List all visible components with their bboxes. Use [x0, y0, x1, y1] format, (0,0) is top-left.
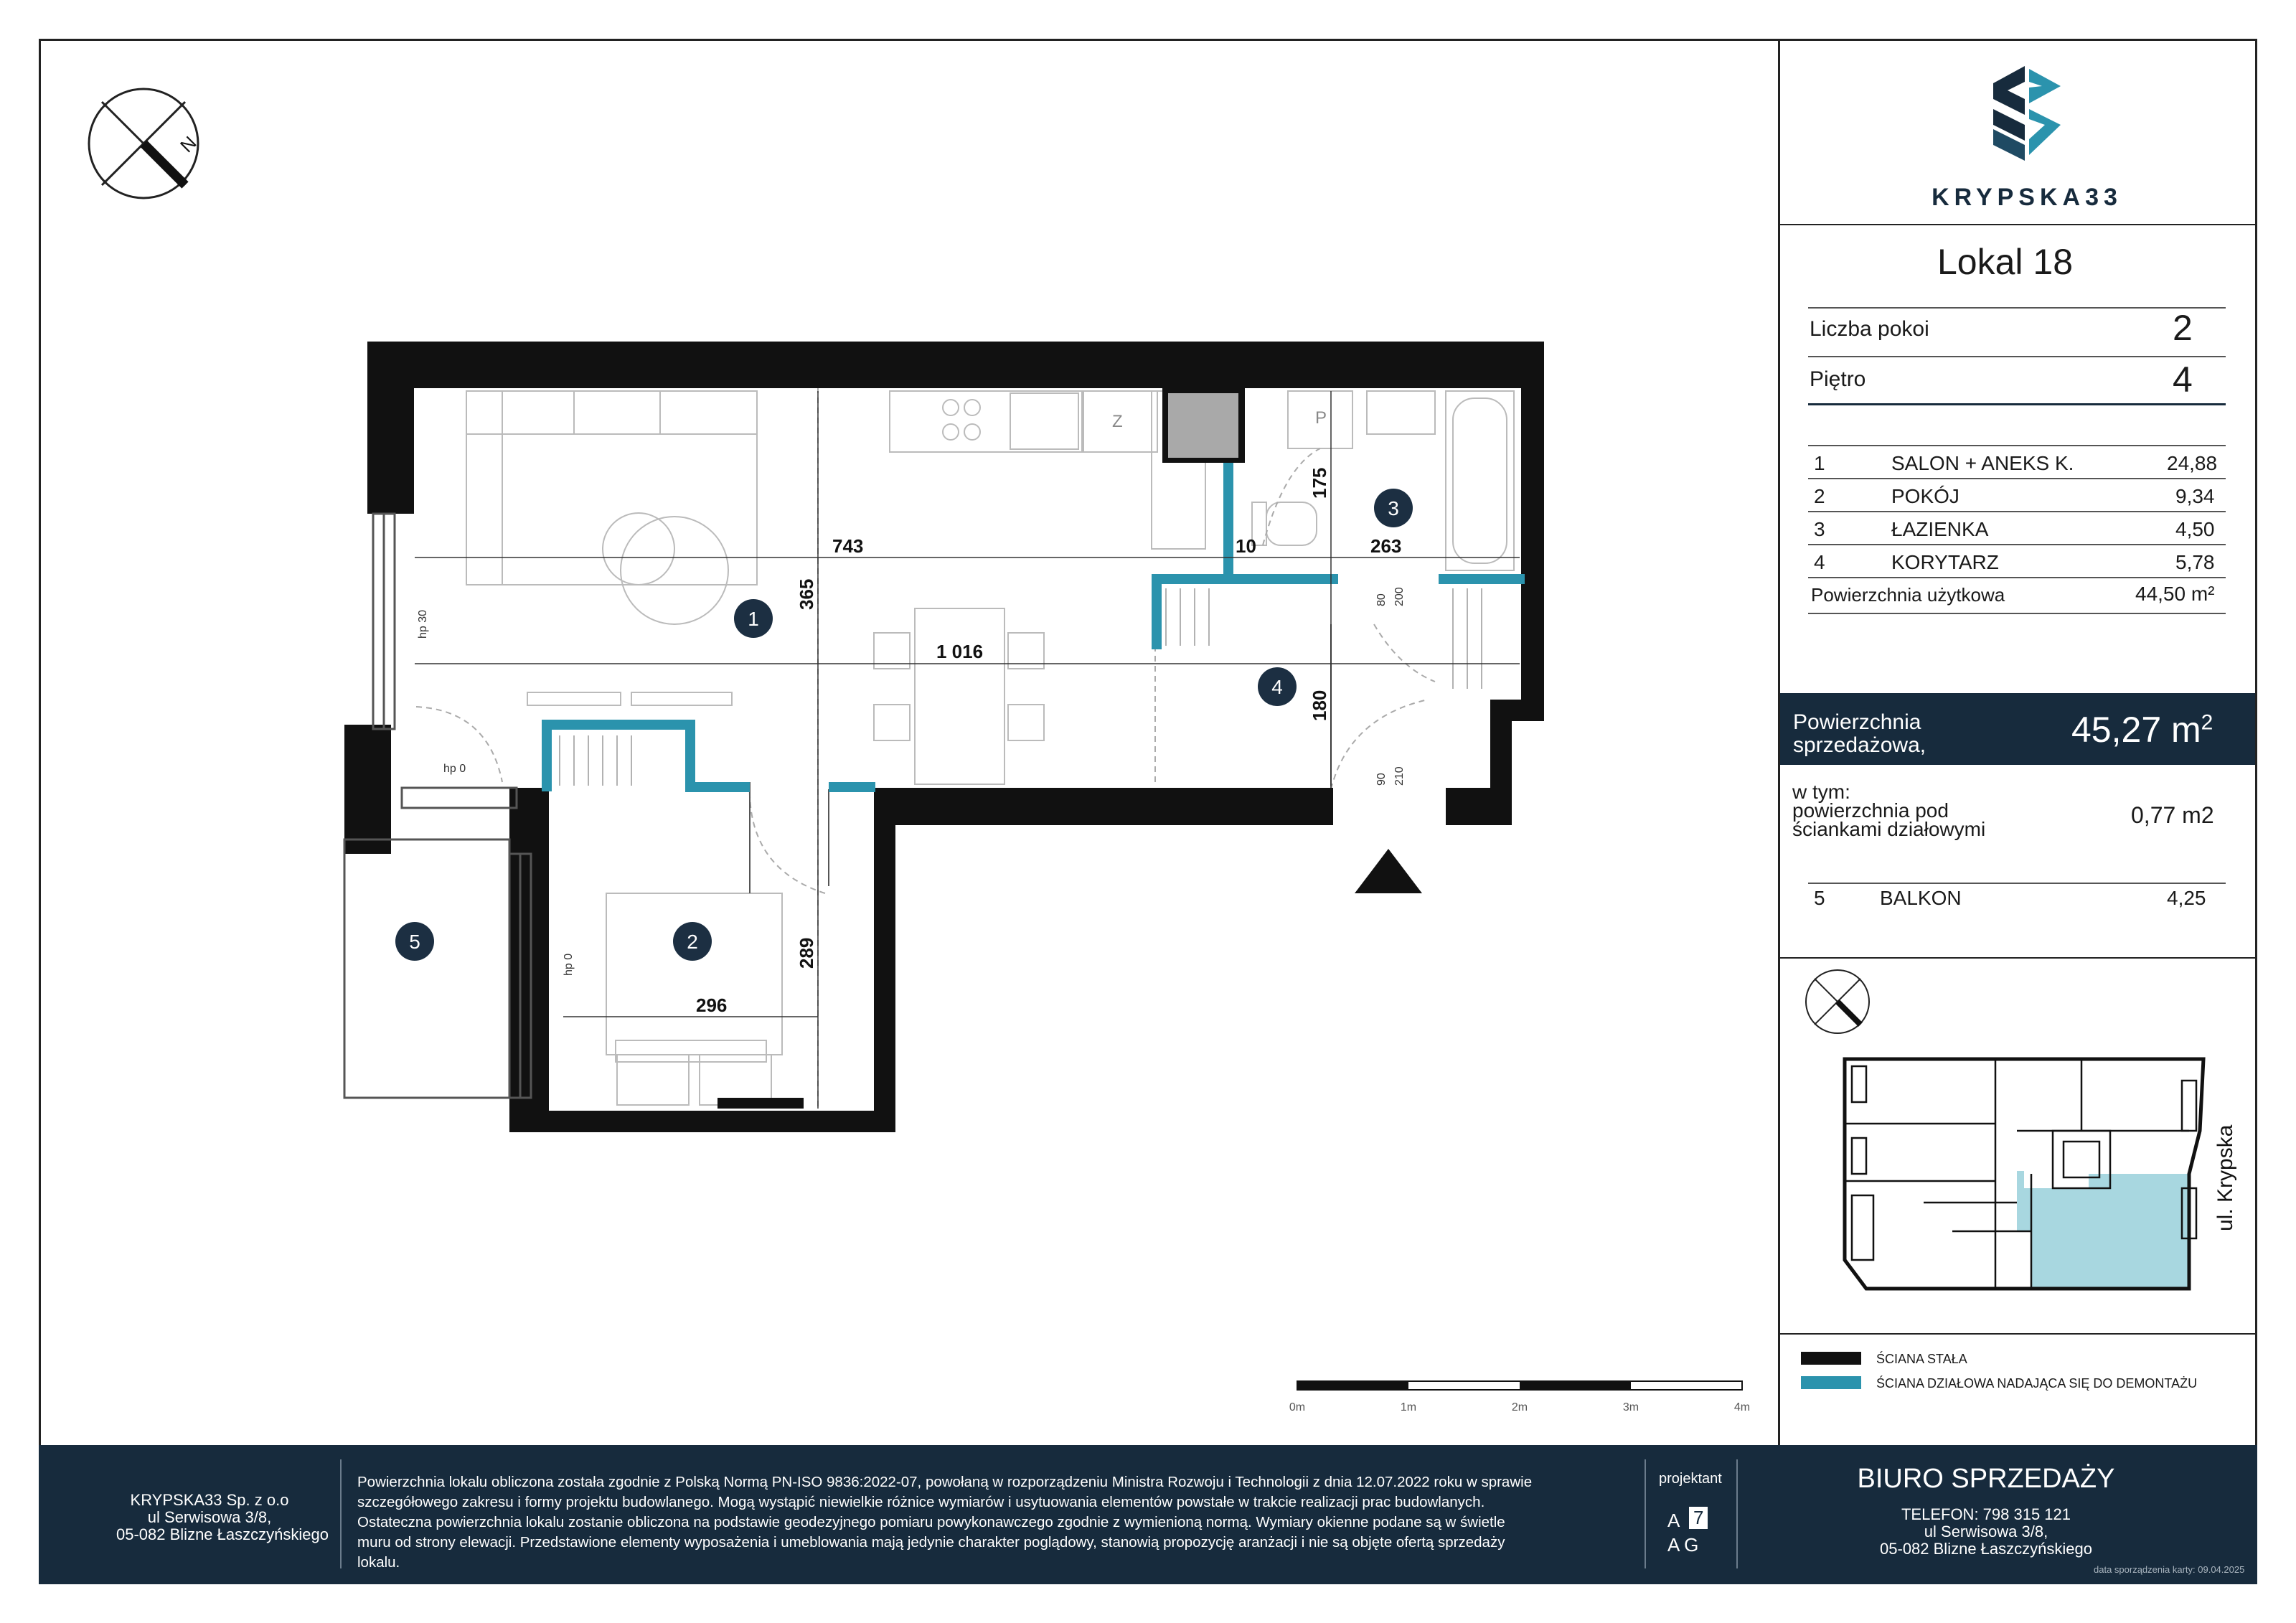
legend-label: ŚCIANA STAŁA: [1876, 1352, 1967, 1366]
designer-label: projektant: [1659, 1471, 1722, 1487]
svg-text:5: 5: [409, 931, 420, 953]
usable-area-value: 44,50 m²: [2135, 583, 2215, 605]
svg-text:N: N: [176, 131, 201, 157]
svg-text:4: 4: [1271, 676, 1283, 698]
footer: KRYPSKA33 Sp. z o.o ul Serwisowa 3/8, 05-082 Blizne Łaszczyńskiego Powierzchnia lokalu obliczona została zgodnie z Polską Normą PN-ISO 9836:2022-07, powołaną w rozporządzeniu Ministra Rozwoju i Technologii z dnia 12.07.2022 roku w sprawie szczegółowego zakresu i formy projektu budowlanego. Mogą wystąpić niewielkie różnice wymiarów i usytuowania elementów powstałe w trakcie realizacji prac budowlanych. Ostateczna powierzchnia lokalu zostanie obliczona na podstawie geodezyjnego pomiaru powykonawczego zgodnie z wymienioną normą. Wymiary okienne podane są w świetle muru od strony elewacji. Przedstawione elementy wyposażenia i umeblowania mają jedynie charakter poglądowy, stanowią propozycję aranżacji i nie są objęte ofertą sprzedaży lokalu. projektant A 7 A G BIURO SPRZEDAŻY TELEFON: 798 315 121 ul Serwisowa 3/8, 05-082 Blizne Łaszczyńskiego: [39, 1445, 2257, 1584]
svg-text:210: 210: [1393, 766, 1406, 786]
dim-175: 175: [1309, 467, 1330, 499]
dim-296: 296: [696, 994, 728, 1016]
summary-label-floor: Piętro: [1810, 367, 1866, 391]
dim-263: 263: [1370, 535, 1402, 557]
sales-phone[interactable]: TELEFON: 798 315 121: [1901, 1505, 2071, 1523]
svg-text:1: 1: [748, 608, 759, 630]
room-area: 24,88: [2167, 452, 2218, 474]
partition-area-value: 0,77 m2: [2131, 802, 2214, 828]
north-compass-icon: [89, 89, 201, 198]
legend-swatch-partition: [1801, 1376, 1861, 1389]
scale-tick-2: 2m: [1511, 1401, 1528, 1413]
card-date: data sporządzenia karty: 09.04.2025: [2094, 1564, 2245, 1575]
sales-area-value: 45,27 $m^2$: [2071, 710, 2213, 750]
dim-365: 365: [796, 578, 817, 610]
brand-name: KRYPSKA33: [1932, 184, 2122, 211]
legend-swatch-structural: [1801, 1352, 1861, 1365]
scale-tick-1: 1m: [1400, 1401, 1417, 1413]
svg-text:hp 30: hp 30: [417, 609, 429, 639]
scale-bar: [1297, 1381, 1742, 1390]
scale-tick-0: 0m: [1289, 1401, 1306, 1413]
summary-value-floor: 4: [2173, 359, 2193, 400]
svg-text:Z: Z: [1112, 412, 1123, 431]
dim-289: 289: [796, 937, 817, 969]
room-area: 4,50: [2175, 518, 2215, 540]
room-area: 9,34: [2175, 485, 2215, 507]
sales-area-box: Powierzchnia sprzedażowa, 45,27 $m^2$: [1780, 693, 2255, 765]
key-plan: [1780, 959, 2255, 1317]
svg-text:90: 90: [1375, 773, 1388, 786]
room-name: SALON + ANEKS K.: [1891, 452, 2074, 474]
scale-tick-3: 3m: [1622, 1401, 1639, 1413]
svg-text:hp 0: hp 0: [563, 953, 575, 976]
summary-value-rooms: 2: [2173, 308, 2193, 348]
room-area: 5,78: [2175, 551, 2215, 573]
svg-text:3: 3: [1388, 497, 1399, 519]
dim-10: 10: [1236, 535, 1256, 557]
dim-1016: 1 016: [936, 641, 984, 662]
svg-text:200: 200: [1393, 587, 1406, 606]
brand-logo-icon: [1987, 53, 2066, 161]
entrance-arrow-icon: [1355, 849, 1422, 893]
sales-office-title: BIURO SPRZEDAŻY: [1857, 1464, 2115, 1494]
room-name: POKÓJ: [1891, 485, 1959, 507]
unit-title: Lokal 18: [1937, 242, 2074, 282]
svg-text:hp 0: hp 0: [443, 763, 466, 775]
svg-text:2: 2: [687, 931, 698, 953]
dim-180: 180: [1309, 690, 1330, 721]
key-plan-compass-icon: [1806, 970, 1869, 1033]
dim-743: 743: [832, 535, 864, 557]
balcony-name: BALKON: [1880, 887, 1962, 909]
scale-tick-4: 4m: [1733, 1401, 1751, 1413]
room-name: ŁAZIENKA: [1891, 518, 1989, 540]
street-label: ul. Krypska: [2213, 1124, 2237, 1231]
svg-text:P: P: [1315, 408, 1327, 428]
svg-text:80: 80: [1375, 593, 1388, 606]
summary-label-rooms: Liczba pokoi: [1810, 317, 1929, 341]
balcony-area: 4,25: [2167, 887, 2206, 909]
legend-label: ŚCIANA DZIAŁOWA NADAJĄCA SIĘ DO DEMONTAŻU: [1876, 1376, 2198, 1391]
room-name: KORYTARZ: [1891, 551, 1999, 573]
usable-area-label: Powierzchnia użytkowa: [1811, 584, 2005, 606]
